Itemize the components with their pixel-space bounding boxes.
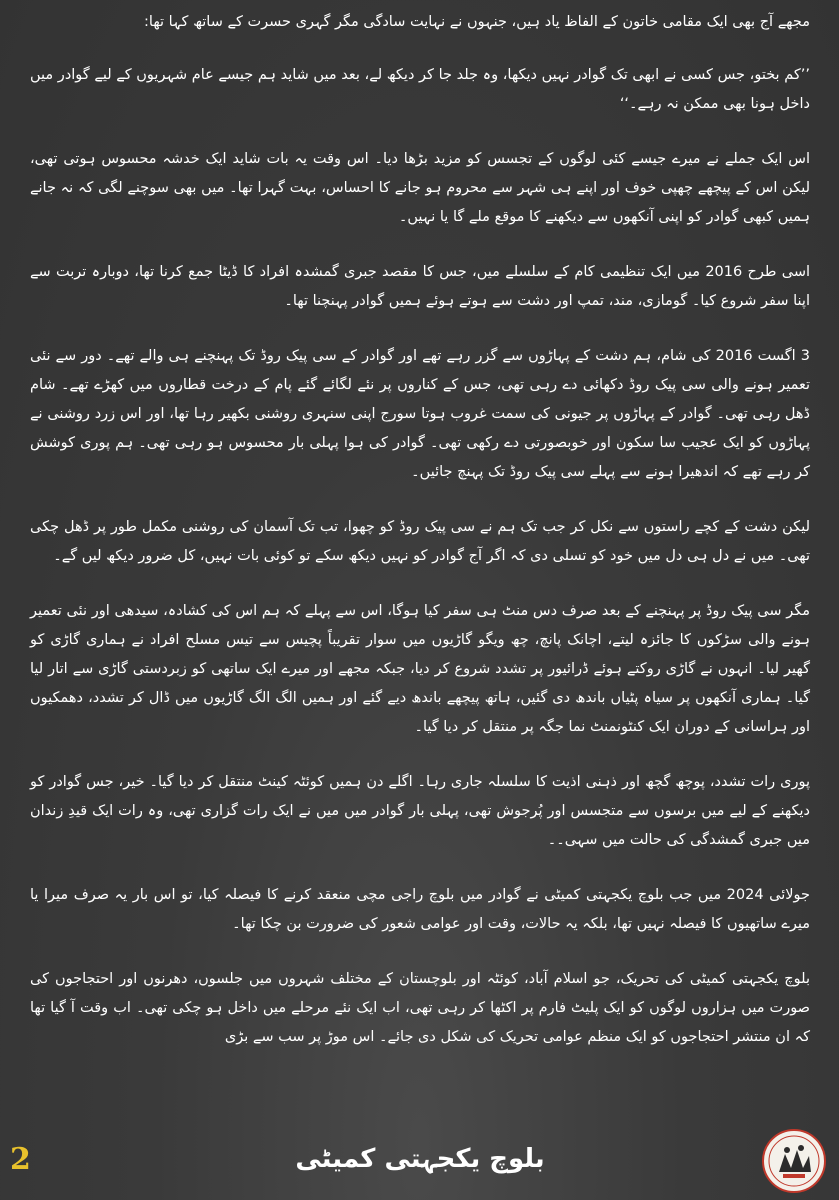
paragraph-9: جولائی 2024 میں جب بلوچ یکجہتی کمیٹی نے گوادر میں بلوچ راجی مچی منعقد کرنے کا فیصلہ کیا، تو اس بار یہ صرف میرا یا میرے ساتھیوں کا فیصلہ نہیں تھا، بلکہ یہ حالات، وقت اور عوامی شعور کی ضرورت بن چکا تھا۔ [30, 887, 810, 932]
page-footer [0, 1126, 839, 1200]
paragraph-6: لیکن دشت کے کچے راستوں سے نکل کر جب تک ہم نے سی پیک روڈ کو چھوا، تب تک آسمان کی روشنی مکمل طور پر ڈھل چکی تھی۔ میں نے دل ہی دل میں خود کو تسلی دی کہ اگر آج گوادر کو نہیں دیکھ سکے تو کوئی بات نہیں، کل ضرور دیکھ لیں گے۔ [30, 519, 810, 564]
paragraph-4: اسی طرح 2016 میں ایک تنظیمی کام کے سلسلے میں، جس کا مقصد جبری گمشدہ افراد کا ڈیٹا جمع کرنا تھا، دوبارہ تربت سے اپنا سفر شروع کیا۔ گومازی، مند، تمپ اور دشت سے ہوتے ہوئے ہمیں گوادر پہنچنا تھا۔ [30, 264, 810, 309]
paragraph-3: اس ایک جملے نے میرے جیسے کئی لوگوں کے تجسس کو مزید بڑھا دیا۔ اس وقت یہ بات شاید ایک خدشہ محسوس ہوتی تھی، لیکن اس کے پیچھے چھپی خوف اور اپنے ہی شہر سے محروم ہو جانے کا احساس، بہت گہرا تھا۔ میں بھی سوچنے لگی کہ نہ جانے ہمیں کبھی گوادر کو اپنی آنکھوں سے دیکھنے کا موقع ملے گا یا نہیں۔ [30, 151, 810, 225]
paragraph-2: ’’کم بختو، جس کسی نے ابھی تک گوادر نہیں دیکھا، وہ جلد جا کر دیکھ لے، بعد میں شاید ہم جیسے عام شہریوں کے لیے گوادر میں داخل ہونا بھی ممکن نہ رہے۔‘‘ [30, 67, 810, 112]
page-number: 2 [10, 1142, 31, 1177]
paragraph-8: پوری رات تشدد، پوچھ گچھ اور ذہنی اذیت کا سلسلہ جاری رہا۔ اگلے دن ہمیں کوئٹہ کینٹ منتقل کر دیا گیا۔ خیر، جس گوادر کو دیکھنے کے لیے میں برسوں سے متجسس اور پُرجوش تھی، پہلی بار گوادر میں میں نے ایک رات گزاری تھی، وہ رات ایک قیدِ زندان میں جبری گمشدگی کی حالت میں سہی۔۔ [30, 774, 810, 848]
bycommittee-logo-icon [761, 1128, 827, 1194]
paragraph-5: 3 اگست 2016 کی شام، ہم دشت کے پہاڑوں سے گزر رہے تھے اور گوادر کے سی پیک روڈ تک پہنچنے ہی والے تھے۔ دور سے نئی تعمیر ہونے والی سی پیک روڈ دکھائی دے رہی تھی، جس کے کناروں پر نئے لگائے گئے پام کے درخت قطاروں میں کھڑے تھے۔ شام ڈھل رہی تھی۔ گوادر کے پہاڑوں پر جیونی کی سمت غروب ہوتا سورج اپنی سنہری روشنی بکھیر رہا تھا، اور اس زرد روشنی نے پہاڑوں کو ایک عجیب سا سکون اور خوبصورتی دے رکھی تھی۔ گوادر کی ہوا پہلی بار محسوس ہو رہی تھی۔ ہم پوری کوشش کر رہے تھے کہ اندھیرا ہونے سے پہلے سی پیک روڈ تک پہنچ جائیں۔ [30, 348, 810, 480]
paragraph-7: مگر سی پیک روڈ پر پہنچنے کے بعد صرف دس منٹ ہی سفر کیا ہوگا، اس سے پہلے کہ ہم اس کی کشادہ، سیدھی اور نئی تعمیر ہونے والی سڑکوں کا جائزہ لیتے، اچانک پانچ، چھ ویگو گاڑیوں میں سوار تقریباً پچیس سے تیس مسلح افراد نے ہماری گاڑی کو گھیر لیا۔ انہوں نے گاڑی روکتے ہوئے ڈرائیور پر تشدد شروع کر دیا، جبکہ مجھے اور میرے ایک ساتھی کو زبردستی گاڑی سے اتار لیا گیا۔ ہماری آنکھوں پر سیاہ پٹیاں باندھ دی گئیں، ہاتھ پیچھے باندھ دیے گئے اور ہمیں الگ الگ گاڑیوں میں ڈال کر تشدد، دھمکیوں اور ہراسانی کے دوران ایک کنٹونمنٹ نما جگہ پر منتقل کر دیا گیا۔ [30, 603, 810, 735]
committee-name-title: بلوچ یکجہتی کمیٹی [295, 1144, 545, 1174]
article-body [30, 8, 810, 1078]
paragraph-10: بلوچ یکجہتی کمیٹی کی تحریک، جو اسلام آباد، کوئٹہ اور بلوچستان کے مختلف شہروں میں جلسوں، دھرنوں اور احتجاجوں کی صورت میں ہزاروں لوگوں کو ایک پلیٹ فارم پر اکٹھا کر رہی تھی، اب ایک نئے مرحلے میں داخل ہو چکی تھی۔ اب وقت آ گیا تھا کہ ان منتشر احتجاجوں کو ایک منظم عوامی تحریک کی شکل دی جائے۔ اس موڑ پر سب سے بڑی [30, 971, 810, 1045]
paragraph-1: مجھے آج بھی ایک مقامی خاتون کے الفاظ یاد ہیں، جنہوں نے نہایت سادگی مگر گہری حسرت کے ساتھ کہا تھا: [144, 14, 810, 30]
